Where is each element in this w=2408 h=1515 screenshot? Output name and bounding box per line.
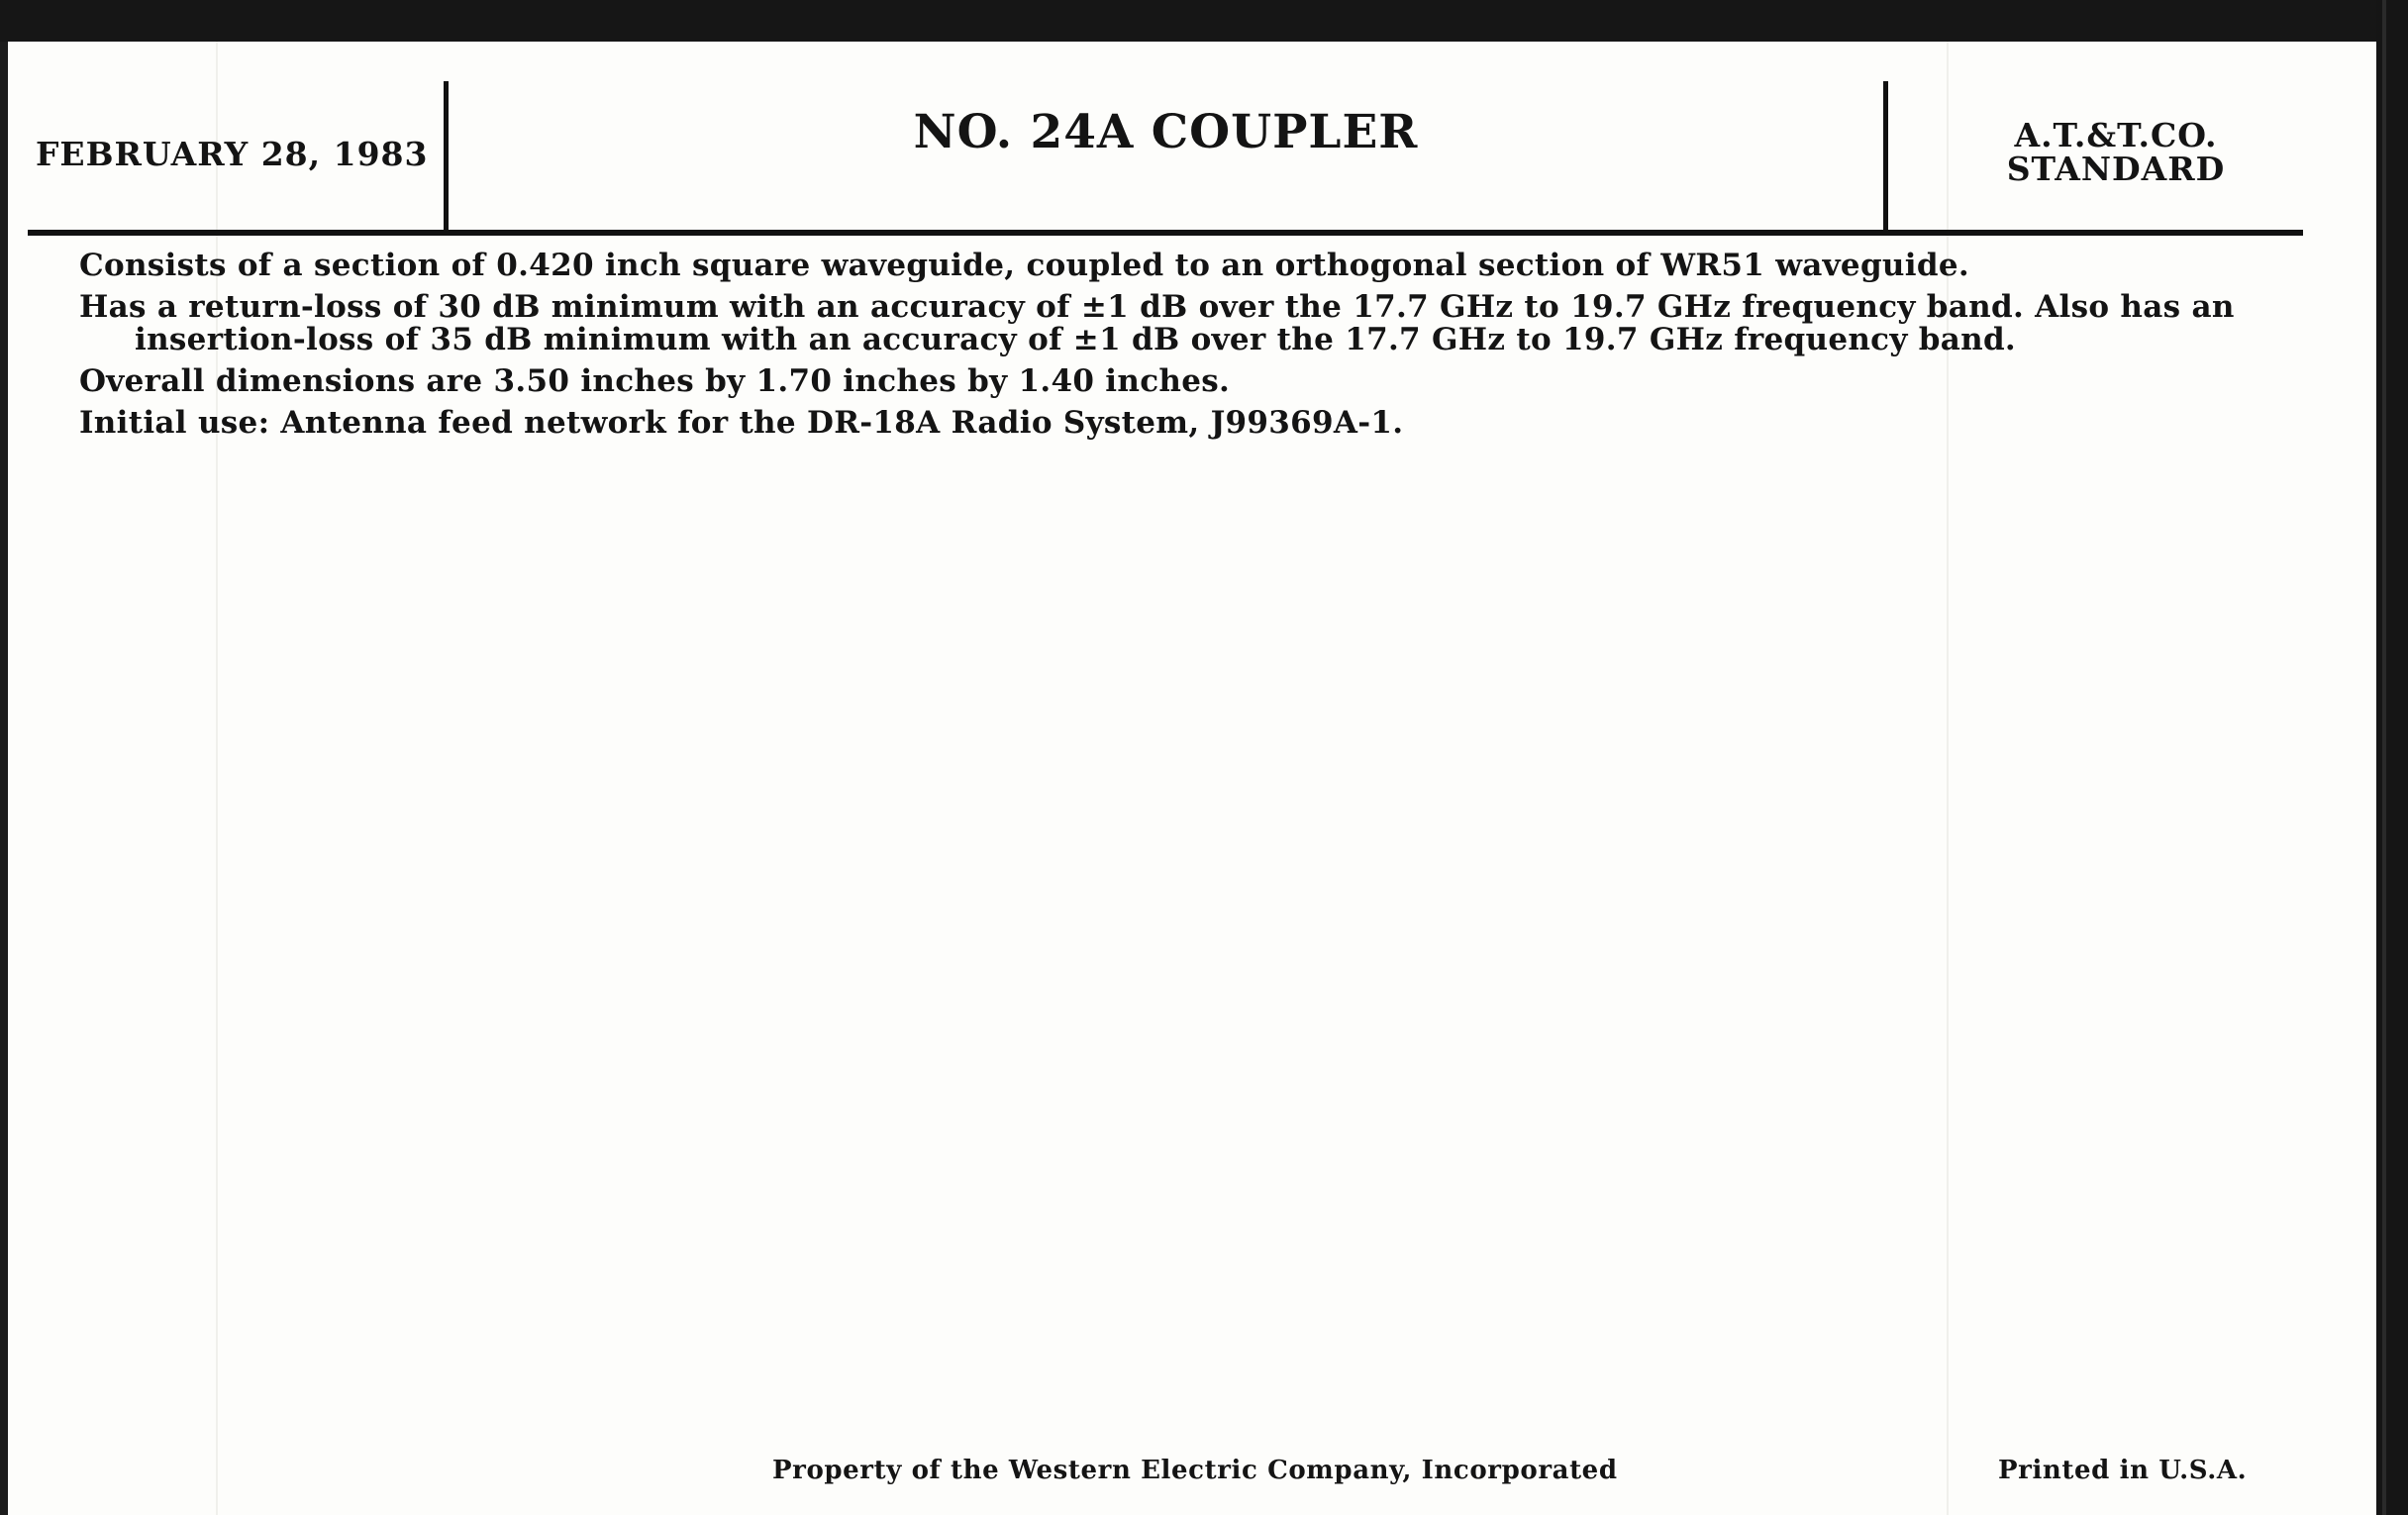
document-body xyxy=(79,250,2277,449)
body-paragraph-description: Consists of a section of 0.420 inch square waveguide, coupled to an orthogonal section of WR51 waveguide. xyxy=(79,248,1969,283)
body-paragraph-performance: Has a return-loss of 30 dB minimum with an accuracy of ±1 dB over the 17.7 GHz to 19.7 GHz frequency band. Also has an insertion-loss of 35 dB minimum with an accuracy of ±1 dB over the 17.7 GHz to 19.7 GHz frequency band. xyxy=(79,289,2235,357)
scan-right-border xyxy=(2376,0,2408,1515)
document-card xyxy=(8,42,2376,1515)
document-title: NO. 24A COUPLER xyxy=(913,105,1419,159)
scan-top-border xyxy=(0,0,2408,42)
body-paragraph-initial-use: Initial use: Antenna feed network for the DR-18A Radio System, J99369A-1. xyxy=(79,405,1404,441)
document-header xyxy=(8,42,2376,236)
footer-property-notice: Property of the Western Electric Company, Incorporated xyxy=(772,1456,1618,1485)
header-rule xyxy=(28,230,2303,236)
standard-line-2: STANDARD xyxy=(2006,150,2226,188)
body-paragraph-dimensions: Overall dimensions are 3.50 inches by 1.70 inches by 1.40 inches. xyxy=(79,363,1231,399)
standard-mark xyxy=(1888,116,2344,188)
standard-line-1: A.T.&T.CO. xyxy=(2014,116,2218,154)
scan-edge-line xyxy=(2382,0,2386,1515)
footer-printed-in: Printed in U.S.A. xyxy=(1998,1456,2248,1485)
document-date: FEBRUARY 28, 1983 xyxy=(36,135,429,173)
